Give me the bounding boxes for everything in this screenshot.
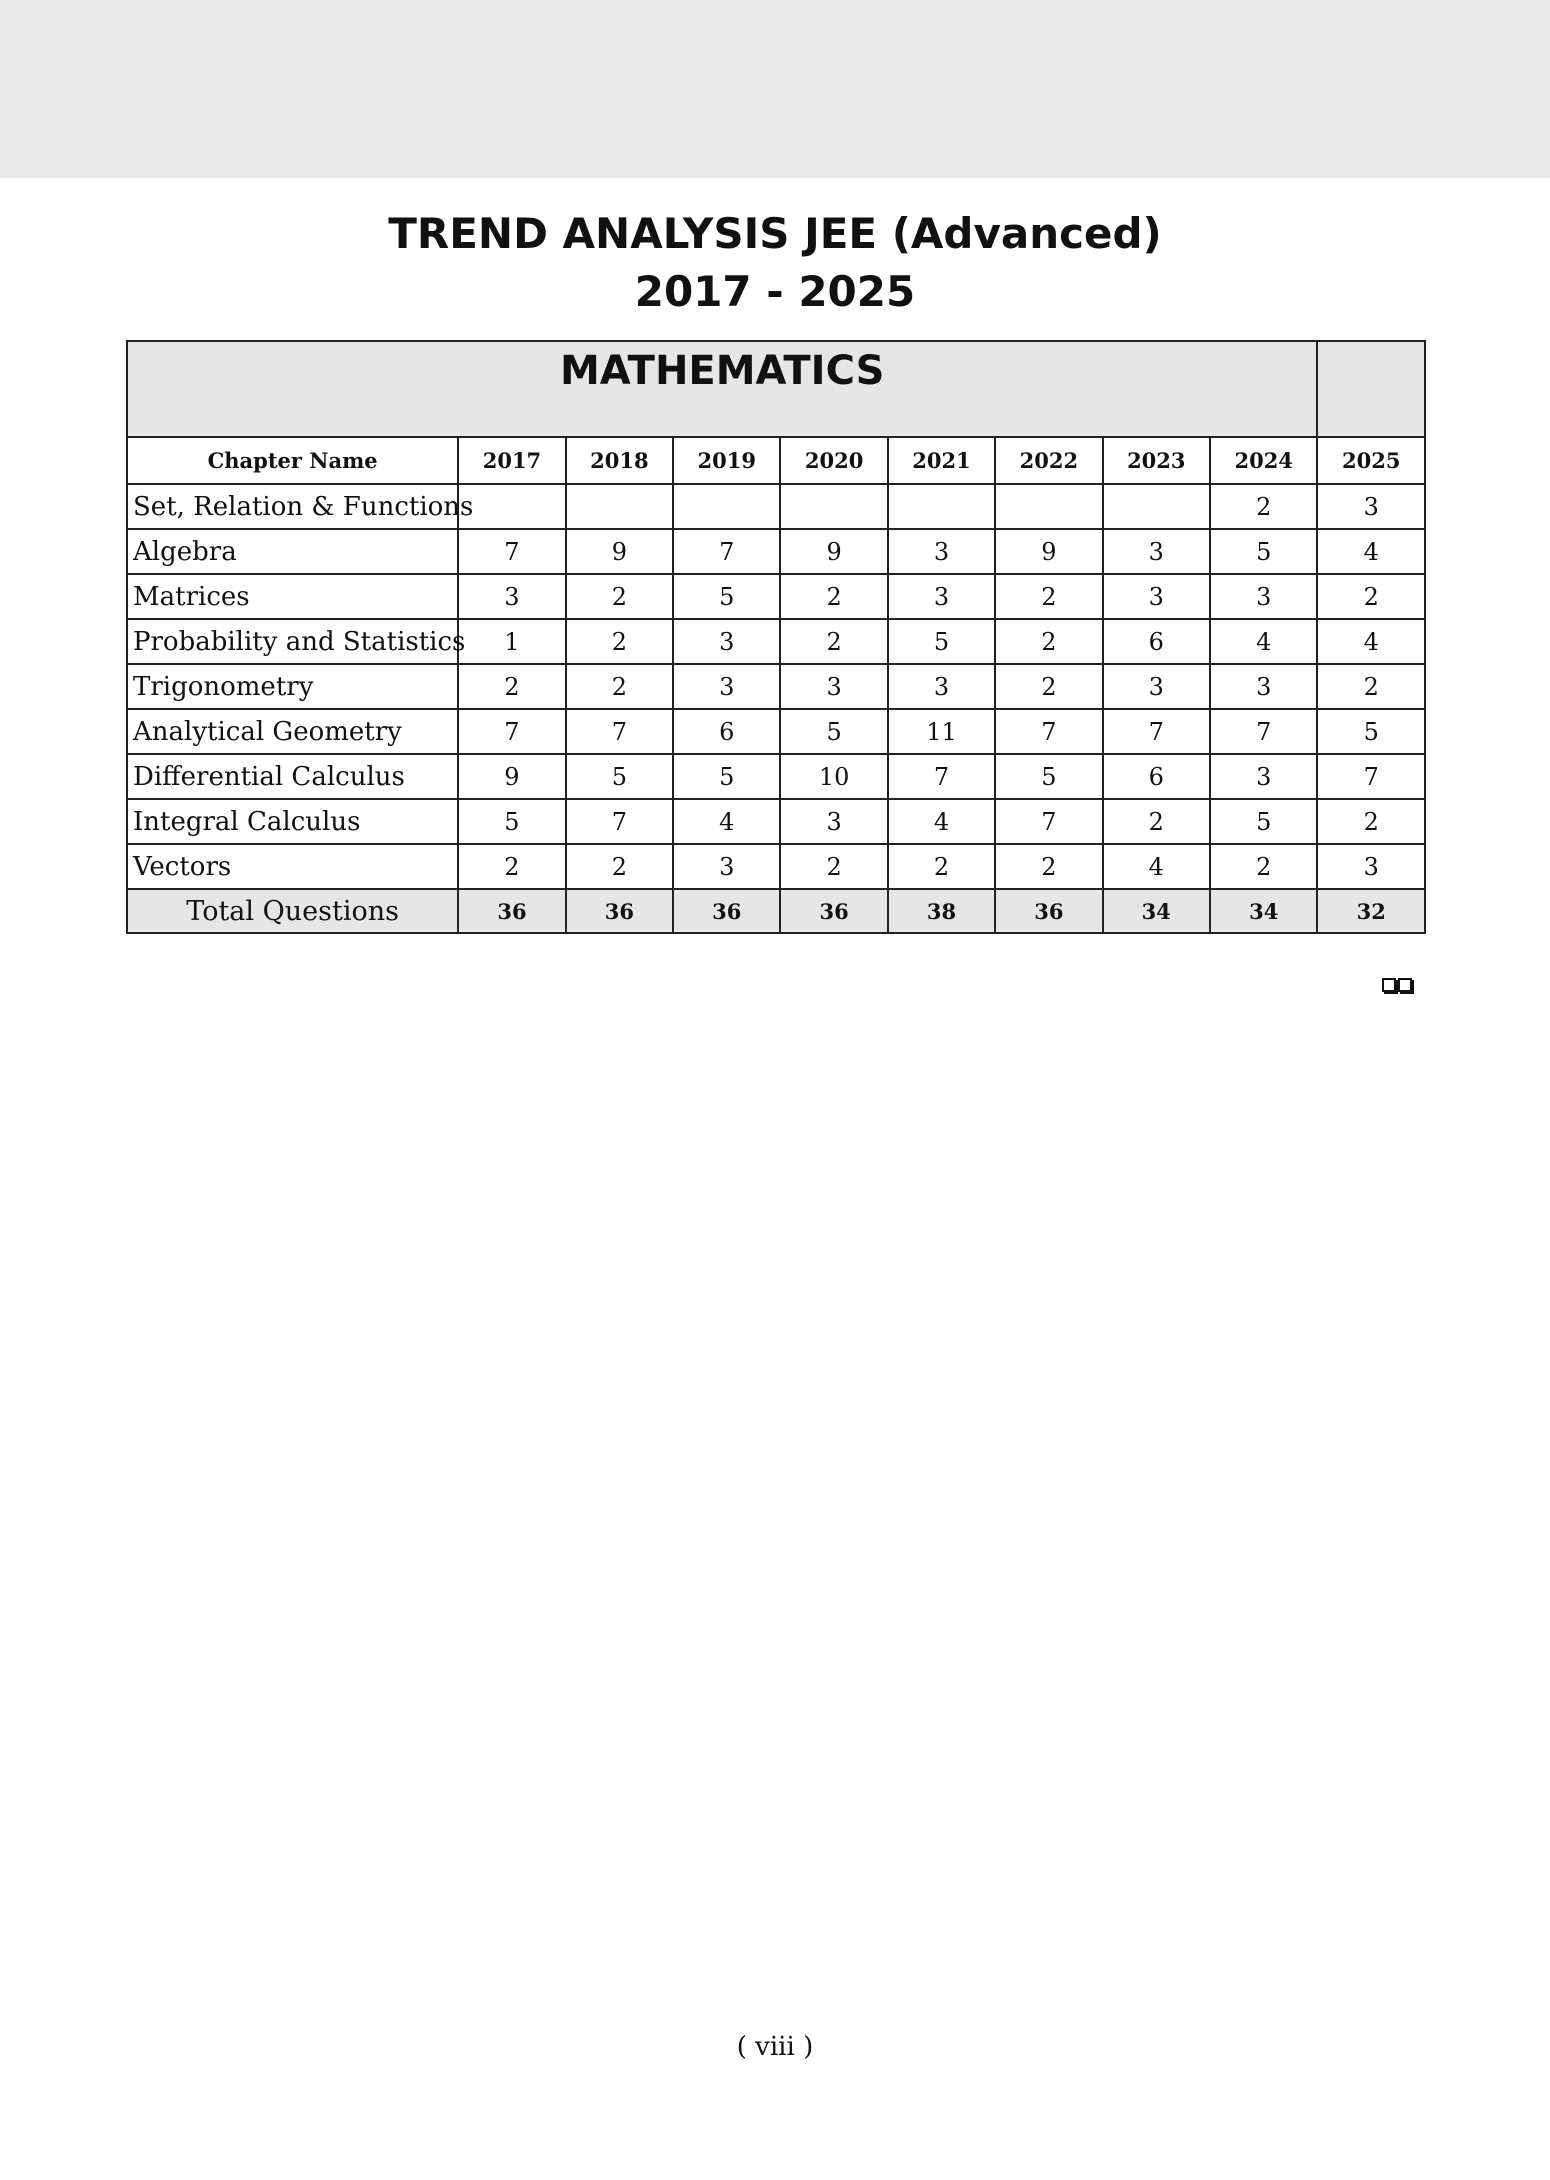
table-row: [127, 574, 1425, 619]
subject-heading-spacer: [1317, 341, 1425, 437]
column-header-year: 2017: [458, 437, 565, 484]
count-cell: 2: [995, 619, 1102, 664]
count-cell: 5: [1210, 799, 1318, 844]
count-cell: 5: [1317, 709, 1425, 754]
count-cell: 2: [888, 844, 995, 889]
count-cell: 2: [458, 664, 565, 709]
count-cell: [888, 484, 995, 529]
count-cell: 7: [995, 709, 1102, 754]
count-cell: 3: [780, 799, 887, 844]
count-cell: 5: [673, 574, 780, 619]
count-cell: 3: [1103, 664, 1210, 709]
chapter-name-cell: Probability and Statistics: [127, 619, 458, 664]
count-cell: 2: [995, 844, 1102, 889]
total-cell: 32: [1317, 889, 1425, 933]
count-cell: [995, 484, 1102, 529]
column-header-chapter: Chapter Name: [127, 437, 458, 484]
chapter-name-cell: Matrices: [127, 574, 458, 619]
column-header-year: 2022: [995, 437, 1102, 484]
count-cell: 9: [458, 754, 565, 799]
chapter-name-cell: Trigonometry: [127, 664, 458, 709]
title-line-2: 2017 - 2025: [634, 267, 916, 316]
count-cell: 4: [1210, 619, 1318, 664]
total-cell: 34: [1210, 889, 1318, 933]
table-header-row: [127, 437, 1425, 484]
count-cell: 5: [995, 754, 1102, 799]
total-cell: 36: [566, 889, 673, 933]
count-cell: 5: [566, 754, 673, 799]
count-cell: 9: [780, 529, 887, 574]
table-body: [127, 484, 1425, 889]
table-row: [127, 709, 1425, 754]
count-cell: 4: [673, 799, 780, 844]
total-label: Total Questions: [127, 889, 458, 933]
count-cell: 2: [780, 574, 887, 619]
count-cell: 3: [673, 664, 780, 709]
count-cell: [458, 484, 565, 529]
count-cell: 9: [566, 529, 673, 574]
count-cell: 7: [458, 709, 565, 754]
count-cell: 2: [566, 574, 673, 619]
count-cell: 7: [673, 529, 780, 574]
chapter-name-cell: Vectors: [127, 844, 458, 889]
count-cell: 4: [1317, 529, 1425, 574]
count-cell: 3: [673, 844, 780, 889]
table-row: [127, 799, 1425, 844]
count-cell: 3: [1210, 664, 1318, 709]
total-cell: 38: [888, 889, 995, 933]
count-cell: 5: [780, 709, 887, 754]
total-cell: 36: [780, 889, 887, 933]
column-header-year: 2019: [673, 437, 780, 484]
count-cell: 2: [1210, 484, 1318, 529]
count-cell: 7: [888, 754, 995, 799]
count-cell: 7: [566, 799, 673, 844]
chapter-name-cell: Algebra: [127, 529, 458, 574]
count-cell: [1103, 484, 1210, 529]
count-cell: 3: [1317, 484, 1425, 529]
count-cell: [673, 484, 780, 529]
count-cell: 5: [673, 754, 780, 799]
count-cell: 3: [888, 664, 995, 709]
count-cell: 2: [1317, 574, 1425, 619]
count-cell: 3: [673, 619, 780, 664]
chapter-name-cell: Differential Calculus: [127, 754, 458, 799]
count-cell: 3: [1210, 574, 1318, 619]
column-header-year: 2020: [780, 437, 887, 484]
count-cell: 1: [458, 619, 565, 664]
count-cell: 2: [458, 844, 565, 889]
count-cell: 3: [888, 574, 995, 619]
count-cell: 5: [1210, 529, 1318, 574]
page-title: [0, 205, 1550, 321]
count-cell: 7: [995, 799, 1102, 844]
count-cell: 2: [995, 574, 1102, 619]
count-cell: 4: [1317, 619, 1425, 664]
count-cell: 11: [888, 709, 995, 754]
count-cell: 3: [888, 529, 995, 574]
chapter-name-cell: Set, Relation & Functions: [127, 484, 458, 529]
count-cell: 3: [1317, 844, 1425, 889]
column-header-year: 2023: [1103, 437, 1210, 484]
count-cell: 6: [673, 709, 780, 754]
count-cell: 5: [888, 619, 995, 664]
table-row: [127, 844, 1425, 889]
total-cell: 36: [458, 889, 565, 933]
column-header-year: 2024: [1210, 437, 1318, 484]
count-cell: 3: [1210, 754, 1318, 799]
count-cell: 2: [1317, 799, 1425, 844]
count-cell: 5: [458, 799, 565, 844]
table-row: [127, 529, 1425, 574]
trend-table: [126, 340, 1426, 934]
box-icon: [1382, 978, 1396, 992]
count-cell: 2: [780, 844, 887, 889]
count-cell: 2: [1317, 664, 1425, 709]
column-header-year: 2021: [888, 437, 995, 484]
double-box-icon: [1382, 978, 1412, 992]
count-cell: 3: [1103, 574, 1210, 619]
chapter-name-cell: Integral Calculus: [127, 799, 458, 844]
count-cell: 7: [1210, 709, 1318, 754]
count-cell: 2: [566, 844, 673, 889]
total-row: [127, 889, 1425, 933]
count-cell: 3: [458, 574, 565, 619]
count-cell: 2: [995, 664, 1102, 709]
count-cell: 10: [780, 754, 887, 799]
count-cell: 6: [1103, 619, 1210, 664]
total-cell: 36: [995, 889, 1102, 933]
count-cell: 6: [1103, 754, 1210, 799]
count-cell: 2: [780, 619, 887, 664]
count-cell: 7: [1103, 709, 1210, 754]
table-row: [127, 484, 1425, 529]
count-cell: 7: [458, 529, 565, 574]
column-header-year: 2025: [1317, 437, 1425, 484]
box-icon: [1398, 978, 1412, 992]
count-cell: 3: [1103, 529, 1210, 574]
page-number: ( viii ): [736, 2032, 814, 2062]
count-cell: 2: [1210, 844, 1318, 889]
count-cell: 4: [1103, 844, 1210, 889]
total-cell: 36: [673, 889, 780, 933]
table-row: [127, 619, 1425, 664]
count-cell: 2: [566, 619, 673, 664]
count-cell: 2: [566, 664, 673, 709]
table-row: [127, 664, 1425, 709]
title-line-1: TREND ANALYSIS JEE (Advanced): [388, 209, 1162, 258]
count-cell: [566, 484, 673, 529]
top-header-band: [0, 0, 1550, 178]
count-cell: 3: [780, 664, 887, 709]
count-cell: 9: [995, 529, 1102, 574]
count-cell: 2: [1103, 799, 1210, 844]
chapter-name-cell: Analytical Geometry: [127, 709, 458, 754]
count-cell: 4: [888, 799, 995, 844]
total-cell: 34: [1103, 889, 1210, 933]
subject-heading: MATHEMATICS: [127, 341, 1317, 437]
table-row: [127, 754, 1425, 799]
count-cell: 7: [1317, 754, 1425, 799]
column-header-year: 2018: [566, 437, 673, 484]
count-cell: [780, 484, 887, 529]
count-cell: 7: [566, 709, 673, 754]
